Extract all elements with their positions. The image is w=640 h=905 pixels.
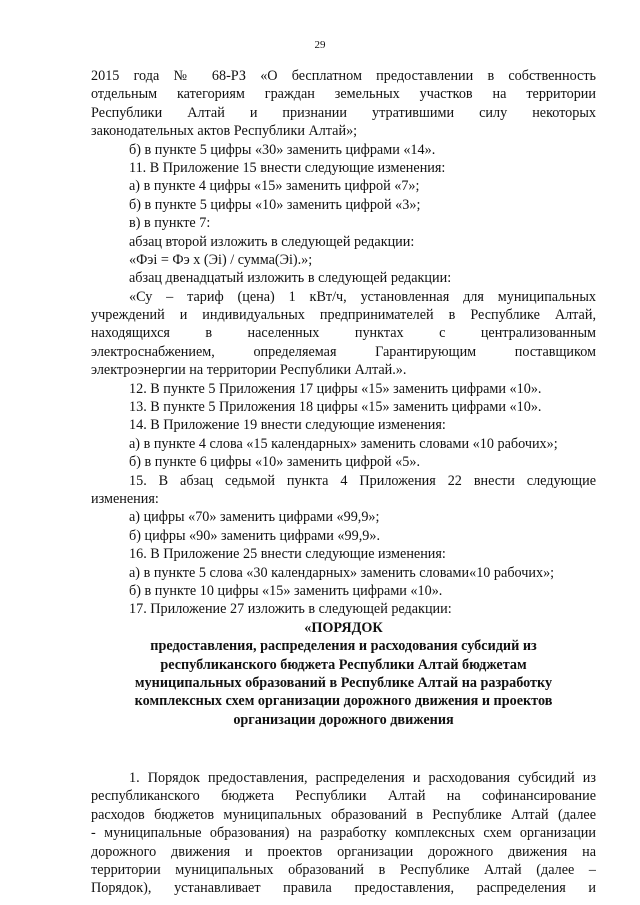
- text-line: б) в пункте 10 цифры «15» заменить цифрами «10».: [129, 582, 443, 599]
- text-line: находящихся в населенных пунктах с централизованным: [91, 325, 596, 342]
- text-line: 15. В абзац седьмой пункта 4 Приложения 22 внести следующие: [129, 472, 596, 489]
- order-title: «ПОРЯДОК: [304, 619, 383, 636]
- paragraph-line: территории муниципальных образований в Республике Алтай (далее –: [91, 862, 596, 879]
- paragraph-line: 1. Порядок предоставления, распределения и расходования субсидий из: [129, 770, 596, 787]
- order-subtitle-line: комплексных схем организации дорожного движения и проектов: [134, 693, 553, 710]
- text-line: б) в пункте 5 цифры «30» заменить цифрами «14».: [129, 141, 436, 158]
- text-line: электроэнергии на территории Республики Алтай.».: [91, 362, 407, 379]
- text-line: отдельным категориям граждан земельных участков на территории: [91, 86, 596, 103]
- text-line: Республики Алтай и признании утратившими силу некоторых: [91, 104, 596, 121]
- text-line: абзац второй изложить в следующей редакции:: [129, 233, 415, 250]
- paragraph-line: республиканского бюджета Республики Алтай на софинансирование: [91, 788, 596, 805]
- order-subtitle-line: предоставления, распределения и расходования субсидий из: [150, 638, 537, 655]
- amendments-block: [91, 67, 596, 619]
- text-line: а) в пункте 4 цифры «15» заменить цифрой «7»;: [129, 178, 420, 195]
- text-line: а) в пункте 4 слова «15 календарных» заменить словами «10 рабочих»;: [129, 435, 558, 452]
- text-line: б) цифры «90» заменить цифрами «99,9».: [129, 527, 380, 544]
- spacer: [91, 729, 596, 769]
- text-line: «Су – тариф (цена) 1 кВт/ч, установленная для муниципальных: [129, 288, 596, 305]
- text-line: 11. В Приложение 15 внести следующие изменения:: [129, 159, 446, 176]
- order-subtitle-line: республиканского бюджета Республики Алтай бюджетам: [160, 656, 527, 673]
- text-line: «Фэi = Фэ x (Эi) / сумма(Эi).»;: [129, 251, 313, 268]
- order-subtitle-line: муниципальных образований в Республике Алтай на разработку: [134, 674, 553, 691]
- text-line: абзац двенадцатый изложить в следующей редакции:: [129, 270, 452, 287]
- text-line: 2015 года № 68-РЗ «О бесплатном предоставлении в собственность: [91, 68, 596, 84]
- order-subtitle-line: организации дорожного движения: [233, 711, 454, 728]
- text-line: 17. Приложение 27 изложить в следующей редакции:: [129, 601, 452, 618]
- text-line: б) в пункте 6 цифры «10» заменить цифрой «5».: [129, 454, 420, 471]
- text-line: электроснабжением, определяемая Гарантирующим поставщиком: [91, 343, 596, 360]
- text-line: 14. В Приложение 19 внести следующие изменения:: [129, 417, 446, 434]
- paragraph-line: дорожного движения и проектов организации дорожного движения на: [91, 843, 596, 860]
- text-line: 13. В пункте 5 Приложения 18 цифры «15» заменить цифрами «10».: [129, 399, 542, 416]
- text-line: изменения:: [91, 490, 159, 507]
- paragraph-line: расходов бюджетов муниципальных образований в Республике Алтай (далее: [91, 806, 596, 823]
- text-line: учреждений и индивидуальных предпринимателей в Республике Алтай,: [91, 307, 596, 324]
- paragraph-line: - муниципальные образования) на разработку комплексных схем организации: [91, 825, 596, 842]
- document-body: [91, 67, 596, 898]
- text-line: 16. В Приложение 25 внести следующие изменения:: [129, 546, 446, 563]
- order-heading: [91, 619, 596, 729]
- text-line: а) цифры «70» заменить цифрами «99,9»;: [129, 509, 380, 526]
- text-line: а) в пункте 5 слова «30 календарных» заменить словами«10 рабочих»;: [129, 564, 555, 581]
- text-line: в) в пункте 7:: [129, 215, 211, 232]
- page-number: 29: [314, 39, 326, 51]
- paragraph-line: Порядок), устанавливает правила предоставления, распределения и: [91, 880, 596, 897]
- order-paragraph-1: [91, 769, 596, 898]
- text-line: 12. В пункте 5 Приложения 17 цифры «15» заменить цифрами «10».: [129, 380, 542, 397]
- text-line: законодательных актов Республики Алтай»;: [91, 123, 358, 140]
- text-line: б) в пункте 5 цифры «10» заменить цифрой «3»;: [129, 196, 421, 213]
